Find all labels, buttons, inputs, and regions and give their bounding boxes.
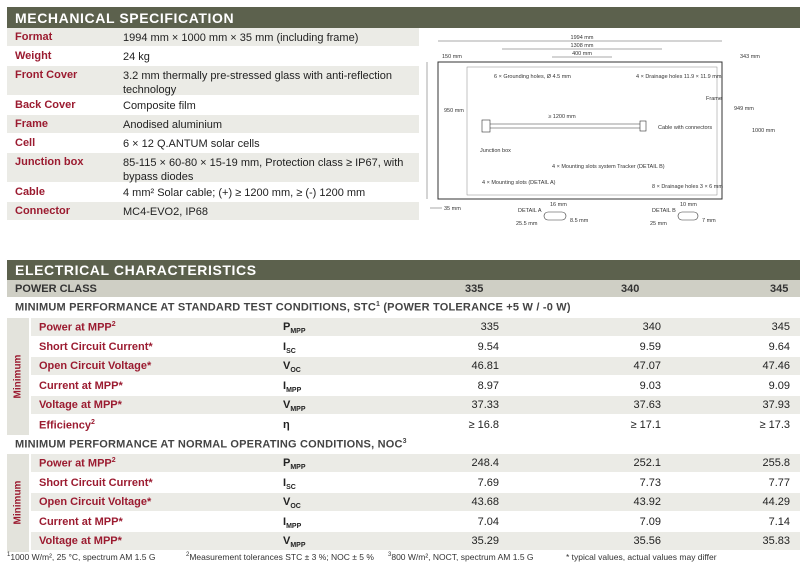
electrical-value: 35.56 [633,535,661,547]
electrical-row [31,474,800,492]
mech-row-value: 6 × 12 Q.ANTUM solar cells [123,138,260,150]
electrical-symbol: $P_{MPP}$ [283,321,306,336]
mech-row [7,153,419,183]
electrical-value: 43.68 [471,496,499,508]
electrical-row-label: Short Circuit Current* [39,340,153,353]
mech-row-value: Composite film [123,100,196,112]
footnote: $^3$800 W/m², NOCT, spectrum AM 1.5 G [388,552,534,562]
mechanical-spec-header [7,7,800,28]
electrical-symbol: $I_{SC}$ [283,340,296,355]
dim-16-label: 16 mm [550,202,567,208]
electrical-value: 345 [771,321,790,333]
mount-a-label: 4 × Mounting slots (DETAIL A) [482,180,556,186]
electrical-symbol: $I_{MPP}$ [283,379,302,394]
stc-condition-title: MINIMUM PERFORMANCE AT STANDARD TEST CONDITIONS, STC$^1$ (POWER TOLERANCE +5 W / -0 W) [15,301,571,314]
mech-row-label: Back Cover [15,99,76,111]
dim-35-label: 35 mm [444,206,461,212]
electrical-value: 47.07 [633,360,661,372]
dim-25-label: 25 mm [650,221,667,227]
dim-10-label: 10 mm [680,202,697,208]
minimum-text: Minimum [12,480,24,525]
mech-row-label: Format [15,31,53,43]
mount-tracker-label: 4 × Mounting slots system Tracker (DETAIL B) [552,164,665,170]
mech-row [7,47,419,66]
electrical-value: 37.33 [471,399,499,411]
mech-row [7,66,419,96]
electrical-value: 46.81 [471,360,499,372]
electrical-symbol: η [283,418,290,431]
power-class-335: 335 [465,283,484,295]
mech-row-label: Cable [15,186,45,198]
electrical-value: ≥ 16.8 [468,418,499,431]
electrical-value: ≥ 17.1 [630,418,661,431]
noc-condition-title: MINIMUM PERFORMANCE AT NORMAL OPERATING CONDITIONS, NOC$^3$ [15,438,407,451]
electrical-value: 35.29 [471,535,499,547]
electrical-row [31,357,800,375]
dim-949-label: 949 mm [734,106,754,112]
mech-row-value: 24 kg [123,51,150,63]
electrical-row [31,338,800,356]
power-class-345: 345 [770,283,789,295]
mech-row-label: Connector [15,205,70,217]
mech-row-label: Weight [15,50,52,62]
electrical-value: 7.73 [639,476,661,489]
electrical-row-label: Open Circuit Voltage* [39,360,152,372]
cable-connectors-label: Cable with connectors [658,125,713,131]
electrical-value: 8.97 [477,379,499,392]
electrical-row-label: Voltage at MPP* [39,399,122,411]
electrical-row-label: Current at MPP* [39,515,123,528]
electrical-value: 9.54 [477,340,499,353]
drainage-bottom-label: 8 × Drainage holes 3 × 6 mm [652,184,723,190]
mech-row-value: 85-115 × 60-80 × 15-19 mm, Protection class ≥ IP67, with bypass diodes [123,157,404,183]
dim-8-5-label: 8.5 mm [570,218,589,224]
electrical-symbol: $I_{MPP}$ [283,515,302,530]
electrical-value: 340 [642,321,661,333]
electrical-row-label: Open Circuit Voltage* [39,496,152,508]
grounding-holes-label: 6 × Grounding holes, Ø 4.5 mm [494,74,571,80]
electrical-value: 252.1 [633,457,661,469]
electrical-symbol: $I_{SC}$ [283,476,296,491]
electrical-row [31,396,800,414]
mech-row-value: 1994 mm × 1000 mm × 35 mm (including frame) [123,32,359,44]
cable-length-label: ≥ 1200 mm [548,114,576,120]
electrical-row [31,493,800,511]
mechanical-spec-table [7,28,419,221]
mech-row-label: Front Cover [15,69,78,81]
mech-row [7,96,419,115]
electrical-symbol: $V_{OC}$ [283,496,301,511]
footnote: $^2$Measurement tolerances STC ± 3 %; NOC ± 5 % [186,552,374,562]
electrical-row [31,513,800,531]
footnote: * typical values, actual values may differ [566,552,717,562]
electrical-value: 9.59 [639,340,661,353]
mech-row [7,202,419,221]
mech-row [7,183,419,202]
dim-1000-label: 1000 mm [752,128,775,134]
detail-b-label: DETAIL B [652,208,676,214]
electrical-symbol: $P_{MPP}$ [283,457,306,472]
dim-950-label: 950 mm [444,108,464,114]
minimum-side-label [7,454,29,552]
stc-table [7,318,800,435]
mech-row [7,115,419,134]
electrical-value: 44.29 [762,496,790,508]
electrical-value: 9.09 [768,379,790,392]
electrical-value: 35.83 [762,535,790,547]
noc-table [7,454,800,552]
dim-25-5-label: 25.5 mm [516,221,538,227]
electrical-value: 7.14 [768,515,790,528]
electrical-value: 43.92 [633,496,661,508]
mech-row [7,134,419,153]
footnote: $^1$1000 W/m², 25 °C, spectrum AM 1.5 G [7,552,156,562]
mech-row [7,28,419,47]
mech-row-value: 3.2 mm thermally pre-stressed glass with anti-reflection technology [123,70,392,96]
minimum-text: Minimum [12,354,24,399]
electrical-row-label: Efficiency$^2$ [39,418,95,432]
dim-7-label: 7 mm [702,218,716,224]
detail-a-label: DETAIL A [518,208,542,214]
electrical-row-label: Power at MPP$^2$ [39,457,116,470]
electrical-row [31,377,800,395]
electrical-value: 37.93 [762,399,790,411]
electrical-symbol: $V_{MPP}$ [283,535,306,550]
mech-row-label: Junction box [15,156,84,168]
dim-1994-label: 1994 mm [570,35,594,41]
electrical-value: 7.09 [639,515,661,528]
mech-row-value: 4 mm² Solar cable; (+) ≥ 1200 mm, ≥ (-) 1200 mm [123,187,366,199]
electrical-value: 37.63 [633,399,661,411]
dim-1308-label: 1308 mm [570,43,594,49]
minimum-side-label [7,318,29,435]
power-class-row [7,280,800,297]
module-dimension-diagram [422,32,796,246]
electrical-symbol: $V_{MPP}$ [283,399,306,414]
electrical-title: ELECTRICAL CHARACTERISTICS [15,262,257,278]
power-class-340: 340 [621,283,640,295]
electrical-row [31,454,800,472]
electrical-value: 7.77 [768,476,790,489]
electrical-row-label: Voltage at MPP* [39,535,122,547]
electrical-value: 255.8 [762,457,790,469]
electrical-symbol: $V_{OC}$ [283,360,301,375]
electrical-row-label: Power at MPP$^2$ [39,321,116,334]
mech-row-value: MC4-EVO2, IP68 [123,206,208,218]
mech-row-value: Anodised aluminium [123,119,223,131]
electrical-value: 7.04 [477,515,499,528]
electrical-value: 335 [480,321,499,333]
electrical-row-label: Short Circuit Current* [39,476,153,489]
dim-150-label: 150 mm [442,54,462,60]
electrical-row [31,416,800,434]
dim-400-label: 400 mm [572,51,592,57]
electrical-value: ≥ 17.3 [759,418,790,431]
electrical-value: 248.4 [471,457,499,469]
junction-box-label: Junction box [480,148,511,154]
electrical-value: 7.69 [477,476,499,489]
mechanical-spec-title: MECHANICAL SPECIFICATION [15,9,235,26]
electrical-header [7,260,800,280]
power-class-label: POWER CLASS [15,283,97,295]
electrical-row-label: Current at MPP* [39,379,123,392]
electrical-row [31,318,800,336]
mech-row-label: Frame [15,118,49,130]
drainage-holes-top-label: 4 × Drainage holes 11.9 × 11.9 mm [636,74,722,80]
mech-row-label: Cell [15,137,36,149]
dim-343-label: 343 mm [740,54,760,60]
electrical-value: 9.64 [768,340,790,353]
electrical-value: 47.46 [762,360,790,372]
electrical-value: 9.03 [639,379,661,392]
electrical-row [31,532,800,550]
frame-label: Frame [706,96,722,102]
